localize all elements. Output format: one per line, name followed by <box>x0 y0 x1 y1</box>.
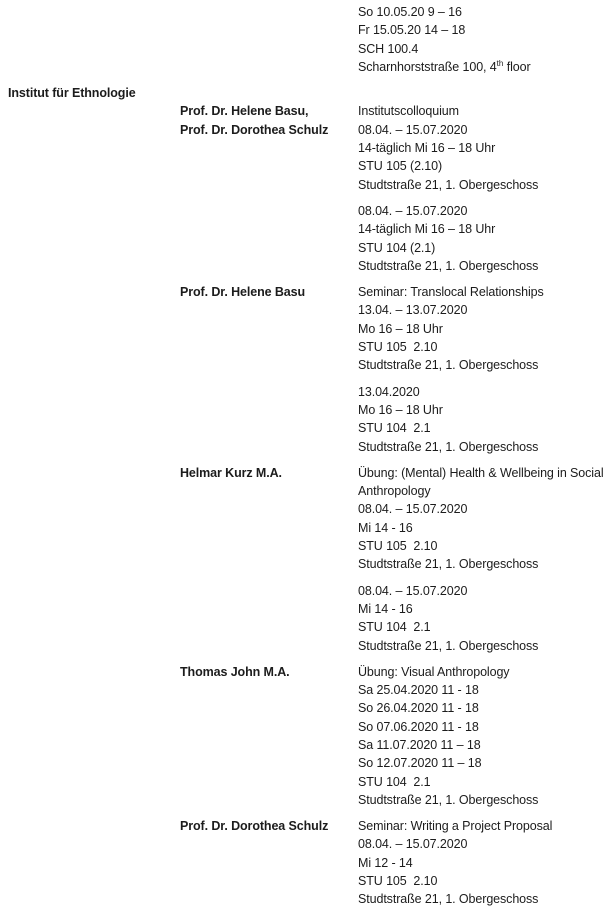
time-line: Mi 12 - 14 <box>358 855 413 870</box>
course-entry <box>8 102 606 275</box>
course-entry <box>8 464 606 655</box>
course-title: Übung: Visual Anthropology <box>358 664 510 679</box>
course-title: Übung: (Mental) Health & Wellbeing in Social <box>358 465 604 480</box>
course-entry <box>8 663 606 809</box>
room-line: SCH 100.4 <box>358 41 419 56</box>
course-block <box>358 283 606 374</box>
date-range-line: 08.04. – 15.07.2020 <box>358 203 468 218</box>
course-details <box>358 102 606 275</box>
lecturer-names <box>180 464 358 482</box>
room-line: STU 104 2.1 <box>358 421 431 436</box>
address-text: Scharnhorststraße 100, 4 <box>358 59 497 74</box>
course-entry <box>8 283 606 456</box>
lecturer-name: Helmar Kurz M.A. <box>180 465 282 480</box>
course-block <box>358 464 606 574</box>
section-header-row <box>8 84 606 102</box>
date-range-line: 13.04.2020 <box>358 384 420 399</box>
address-line: Studtstraße 21, 1. Obergeschoss <box>358 638 539 653</box>
time-line: Mi 14 - 16 <box>358 601 413 616</box>
time-line: 14-täglich Mi 16 – 18 Uhr <box>358 222 496 237</box>
date-range-line: 13.04. – 13.07.2020 <box>358 303 468 318</box>
course-details <box>358 464 606 655</box>
room-line: STU 105 2.10 <box>358 539 438 554</box>
course-title-wrap: Anthropology <box>358 484 431 499</box>
address-line: Studtstraße 21, 1. Obergeschoss <box>358 792 539 807</box>
lecturer-name: Thomas John M.A. <box>180 664 290 679</box>
room-line: STU 105 (2.10) <box>358 159 443 174</box>
lecturer-name: Prof. Dr. Dorothea Schulz <box>180 122 329 137</box>
date-range-line: 08.04. – 15.07.2020 <box>358 502 468 517</box>
session-date-line: Sa 11.07.2020 11 – 18 <box>358 737 481 752</box>
room-line: STU 104 2.1 <box>358 774 431 789</box>
course-block <box>358 663 606 809</box>
session-date-line: So 26.04.2020 11 - 18 <box>358 701 479 716</box>
institute-heading: Institut für Ethnologie <box>8 86 136 101</box>
room-line: STU 104 2.1 <box>358 620 431 635</box>
course-block <box>358 102 606 193</box>
session-date-line: Sa 25.04.2020 11 - 18 <box>358 683 479 698</box>
course-title: Institutscolloquium <box>358 104 459 119</box>
address-line: Studtstraße 21, 1. Obergeschoss <box>358 439 539 454</box>
course-title: Seminar: Translocal Relationships <box>358 285 544 300</box>
lecturer-names <box>180 663 358 681</box>
lecturer-names <box>180 283 358 301</box>
time-line: 14-täglich Mi 16 – 18 Uhr <box>358 141 496 156</box>
address-line <box>358 58 606 76</box>
lecturer-name: Prof. Dr. Helene Basu, <box>180 104 309 119</box>
course-details <box>358 663 606 809</box>
address-text: floor <box>503 59 531 74</box>
address-line: Studtstraße 21, 1. Obergeschoss <box>358 358 539 373</box>
course-block <box>358 383 606 456</box>
time-line: Mo 16 – 18 Uhr <box>358 321 443 336</box>
room-line: STU 105 2.10 <box>358 340 438 355</box>
lecturer-name: Prof. Dr. Helene Basu <box>180 285 306 300</box>
continuation-details-row <box>8 3 606 76</box>
course-block <box>358 582 606 655</box>
session-date-line: Fr 15.05.20 14 – 18 <box>358 23 466 38</box>
lecturer-names <box>180 817 358 835</box>
lecturer-names <box>180 102 358 139</box>
course-entry <box>8 817 606 908</box>
session-date-line: So 12.07.2020 11 – 18 <box>358 756 482 771</box>
lecturer-name: Prof. Dr. Dorothea Schulz <box>180 819 329 834</box>
address-line: Studtstraße 21, 1. Obergeschoss <box>358 258 539 273</box>
date-range-line: 08.04. – 15.07.2020 <box>358 583 468 598</box>
session-date-line: So 10.05.20 9 – 16 <box>358 5 462 19</box>
date-range-line: 08.04. – 15.07.2020 <box>358 837 468 852</box>
address-line: Studtstraße 21, 1. Obergeschoss <box>358 892 539 907</box>
course-block <box>358 817 606 908</box>
ordinal-suffix: th <box>496 59 504 69</box>
time-line: Mi 14 - 16 <box>358 520 413 535</box>
address-line: Studtstraße 21, 1. Obergeschoss <box>358 177 539 192</box>
date-range-line: 08.04. – 15.07.2020 <box>358 122 468 137</box>
course-title: Seminar: Writing a Project Proposal <box>358 819 553 834</box>
course-block <box>358 3 606 76</box>
room-line: STU 104 (2.1) <box>358 240 436 255</box>
session-date-line: So 07.06.2020 11 - 18 <box>358 719 479 734</box>
time-line: Mo 16 – 18 Uhr <box>358 402 443 417</box>
course-details <box>358 3 606 76</box>
address-line: Studtstraße 21, 1. Obergeschoss <box>358 557 539 572</box>
course-details <box>358 817 606 908</box>
room-line: STU 105 2.10 <box>358 874 438 889</box>
course-block <box>358 202 606 275</box>
course-details <box>358 283 606 456</box>
